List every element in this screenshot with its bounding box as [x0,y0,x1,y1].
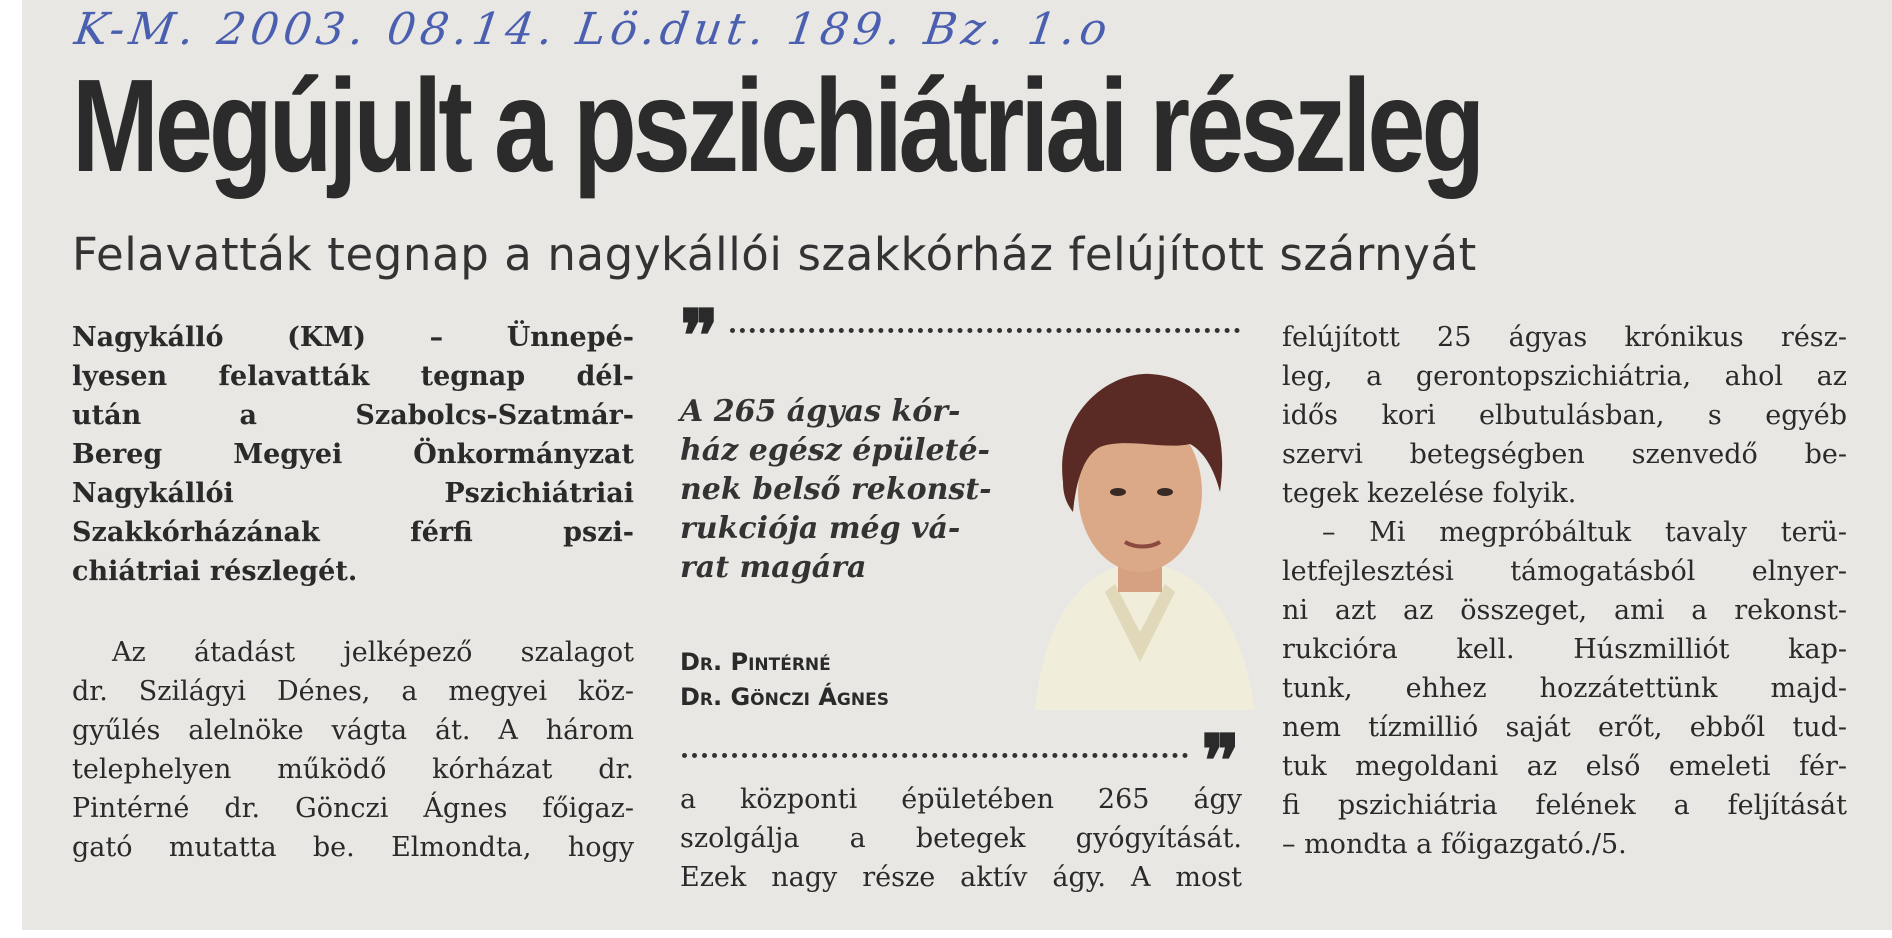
opening-quote-icon: ❞ [680,293,719,378]
article-column-3 [1282,318,1847,864]
pullquote-line: rukciója még vá- [680,511,961,546]
pullquote-line: ház egész épületé- [680,433,991,468]
lead-line: chiátriai részlegét. [72,556,358,587]
pullquote [680,392,1010,587]
article-column-2 [680,780,1242,897]
lead-line: Szakkórházának férfi pszi- [72,517,634,548]
body-line: dr. Szilágyi Dénes, a megyei köz- [72,676,634,707]
subheadline: Felavatták tegnap a nagykállói szakkórház felújított szárnyát [72,228,1477,281]
body-line: Az átadást jelképező szalagot [112,637,634,668]
body-line: rukcióra kell. Húszmilliót kap- [1282,634,1847,665]
byline-line: Dr. Pintérné [680,648,831,676]
body-line: tegek kezelése folyik. [1282,478,1577,509]
body-line: – Mi megpróbáltuk tavaly terü- [1322,517,1847,548]
lead-line: Nagykállói Pszichiátriai [72,478,634,509]
body-line: gató mutatta be. Elmondta, hogy [72,832,634,863]
body-line: szolgálja a betegek gyógyítását. [680,823,1242,854]
article-column-1 [72,318,634,867]
body-line: – mondta a főigazgató./5. [1282,829,1627,860]
lead-line: Bereg Megyei Önkormányzat [72,439,634,470]
pullquote-open-rule [680,293,1240,378]
lead-line: után a Szabolcs-Szatmár- [72,400,634,431]
pullquote-byline [680,645,1060,715]
handwritten-note: K-M. 2003. 08.14. Lö.dut. 189. Bz. 1.o [71,4,1116,55]
body-line: felújított 25 ágyas krónikus rész- [1282,322,1847,353]
body-line: Ezek nagy része aktív ágy. A most [680,862,1242,893]
dotted-rule [730,328,1240,333]
dotted-rule [682,753,1188,758]
body-line: leg, a gerontopszichiátria, ahol az [1282,361,1847,392]
byline-line: Dr. Gönczi Ágnes [680,683,889,711]
body-line: letfejlesztési támogatásból elnyer- [1282,556,1847,587]
lead-line: Nagykálló (KM) – Ünnepé- [72,322,634,353]
body-line: tunk, ehhez hozzátettünk majd- [1282,673,1847,704]
lead-line: lyesen felavatták tegnap dél- [72,361,634,392]
closing-quote-icon: ❞ [1201,718,1240,803]
pullquote-line: rat magára [680,550,867,585]
body-line: Pintérné dr. Gönczi Ágnes főigaz- [72,793,634,824]
body-line: szervi betegségben szenvedő be- [1282,439,1847,470]
headline: Megújult a pszichiátriai részleg [72,52,1482,199]
body-line: fi pszichiátria felének a feljítását [1282,790,1847,821]
pullquote-line: nek belső rekonst- [680,472,992,507]
body-line: ni azt az összeget, ami a rekonst- [1282,595,1847,626]
pullquote-line: A 265 ágyas kór- [680,394,961,429]
body-line: tuk megoldani az első emeleti fér- [1282,751,1847,782]
body-line: idős kori elbutulásban, s egyéb [1282,400,1847,431]
body-line: gyűlés alelnöke vágta át. A három [72,715,634,746]
portrait-photo [1015,362,1265,710]
body-line: telephelyen működő kórházat dr. [72,754,634,785]
body-line: nem tízmillió saját erőt, ebből tud- [1282,712,1847,743]
body-line: a központi épületében 265 ágy [680,784,1242,815]
